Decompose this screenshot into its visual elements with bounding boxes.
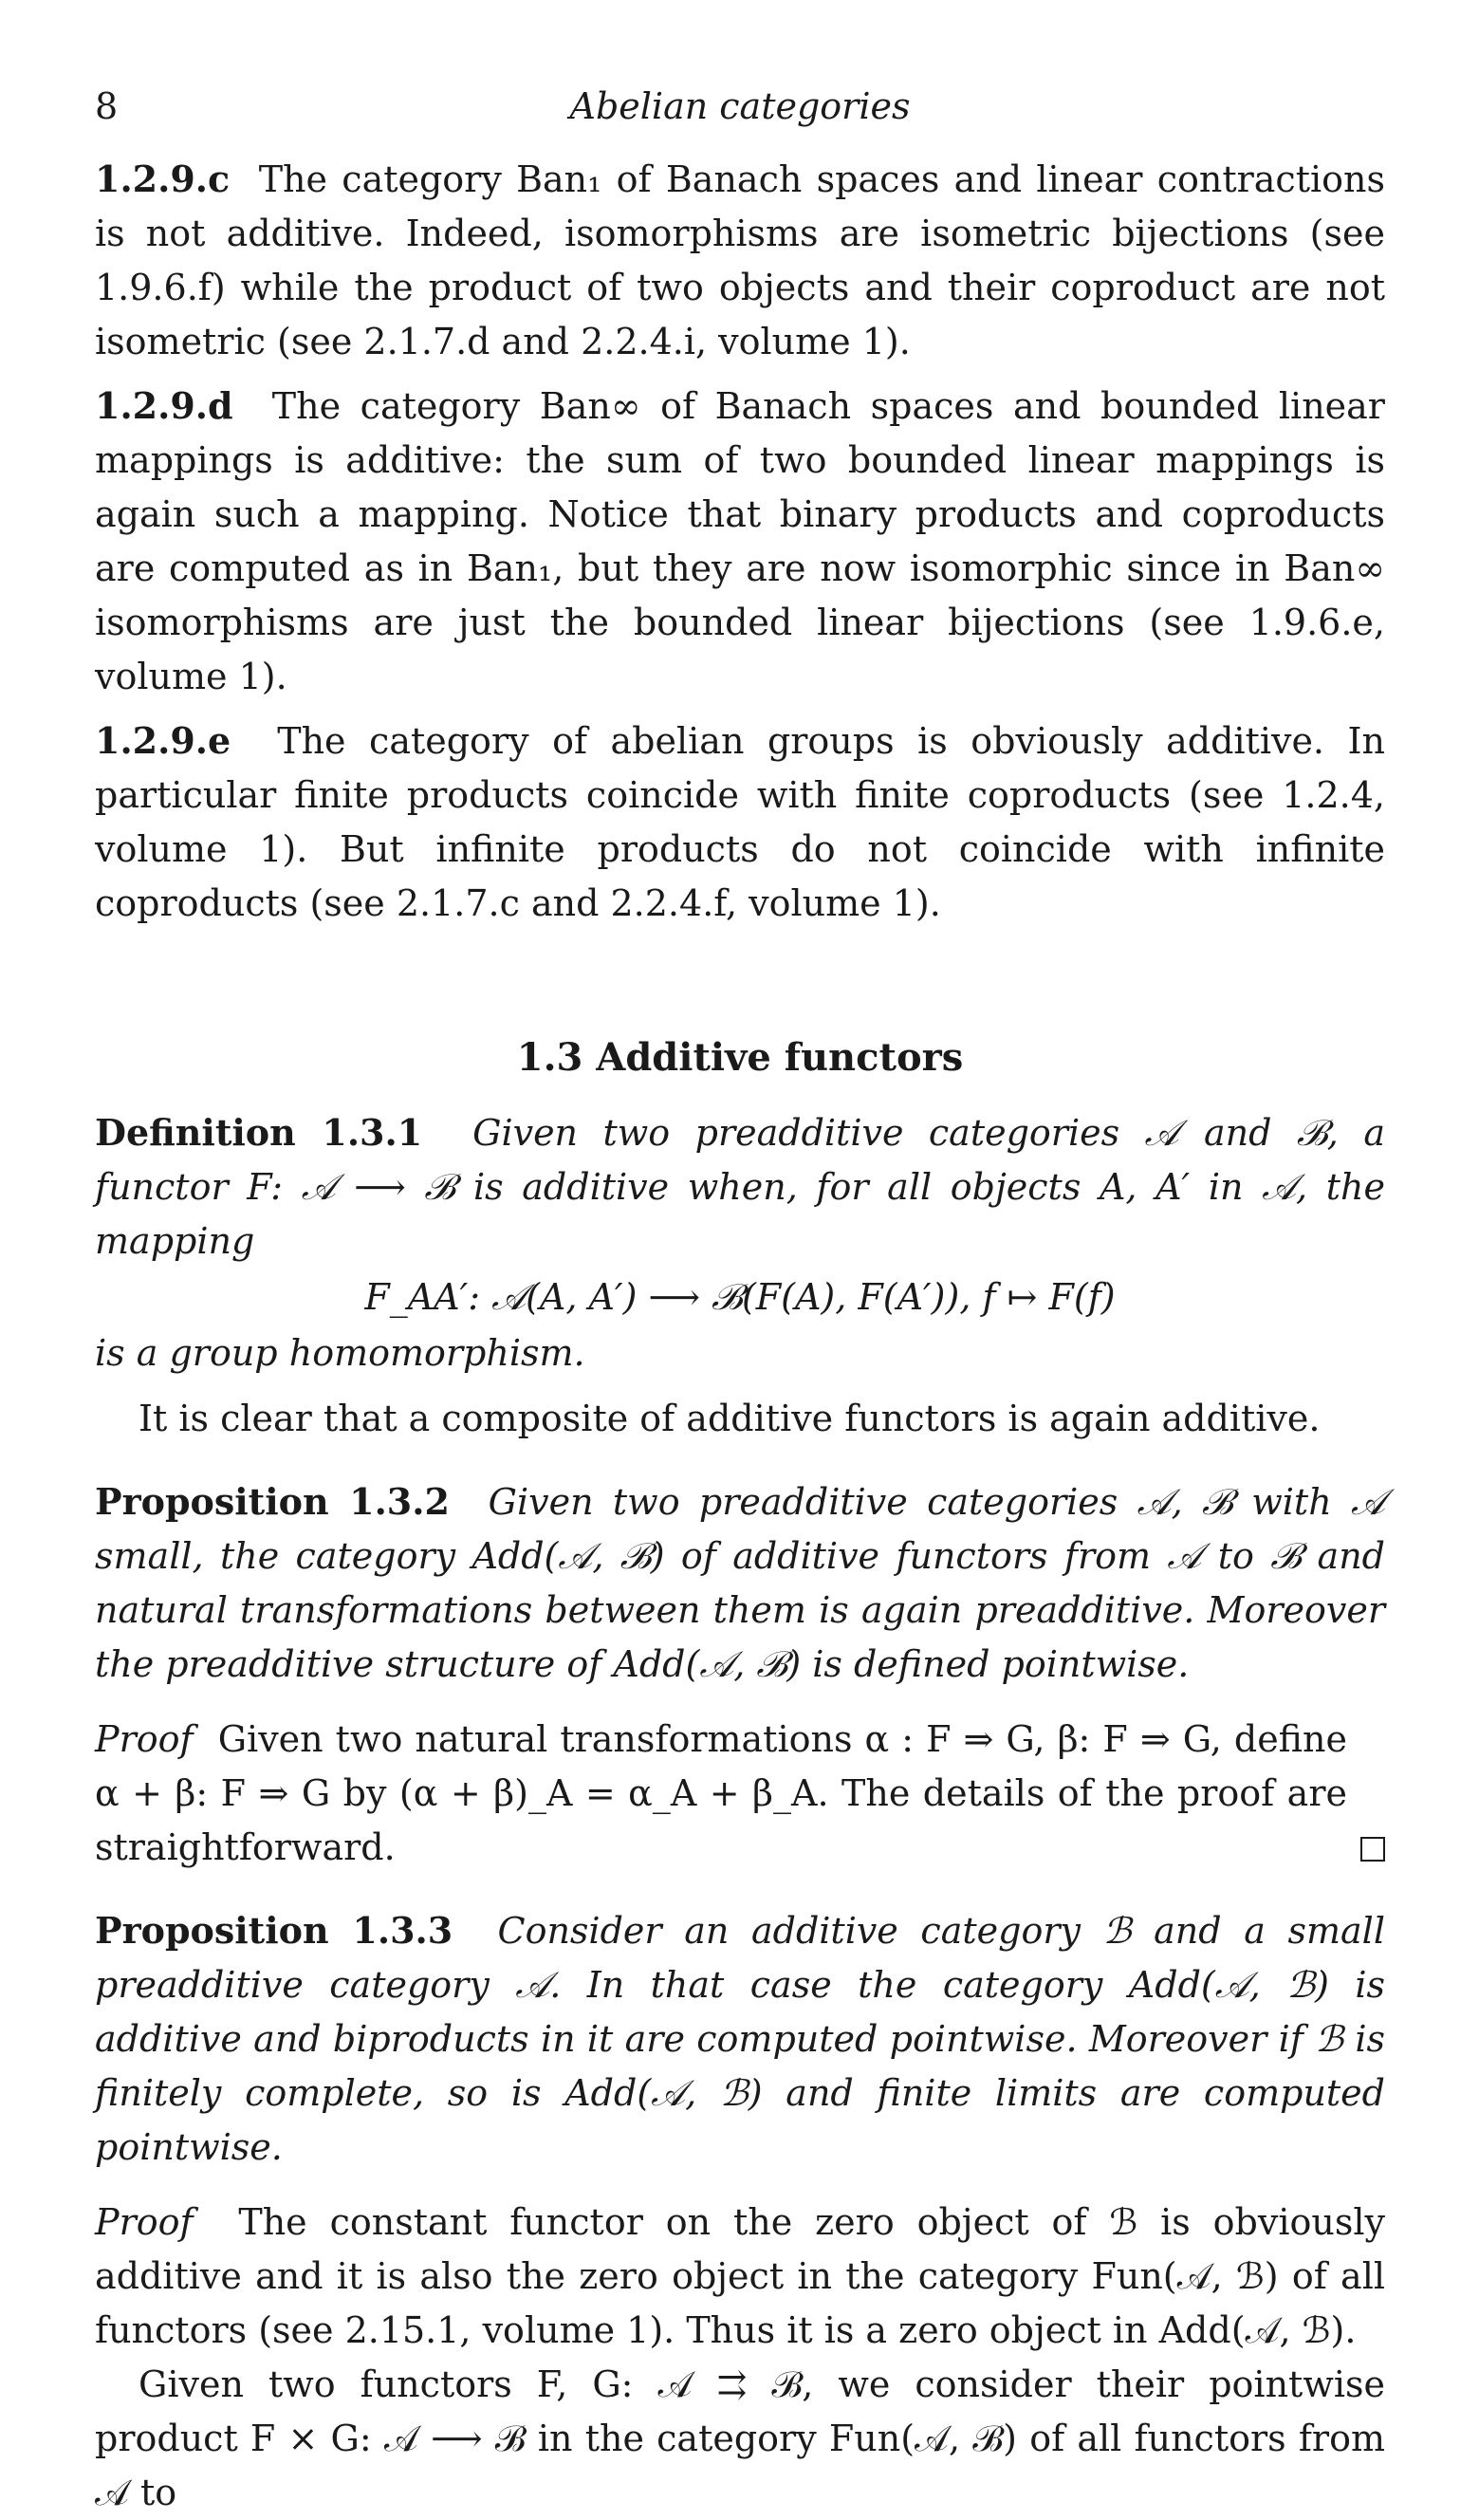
example-1-2-9-e: [95, 713, 1385, 931]
proposition-label: Proposition 1.3.2: [95, 1480, 450, 1523]
example-text: The category Ban₁ of Banach spaces and linear contractions is not additive. Indeed, isomorphisms are isometric bijections (see 1.9.6.f) while the product of two objects and their coproduct are not isometric (see 2.1.7.d and 2.2.4.i, volume 1).: [95, 158, 1385, 362]
proof-continuation: Given two functors F, G: 𝒜 ⇉ ℬ, we consider their pointwise product F × G: 𝒜 ⟶ ℬ in the category Fun(𝒜, ℬ) of all functors from 𝒜 to: [95, 2363, 1385, 2513]
proposition-label: Proposition 1.3.3: [95, 1909, 453, 1952]
proof-1-3-3: [95, 2196, 1385, 2358]
proposition-text: Given two preadditive categories 𝒜, ℬ with 𝒜 small, the category Add(𝒜, ℬ) of additive functors from 𝒜 to ℬ and natural transformations between them is again preadditive. Moreover the preadditive structure of Add(𝒜, ℬ) is defined pointwise.: [95, 1481, 1385, 1685]
proof-1-3-2: [95, 1713, 1385, 1875]
proposition-1-3-3: [95, 1903, 1385, 2175]
example-label: 1.2.9.d: [95, 384, 233, 427]
definition-tail: is a group homomorphism.: [95, 1332, 585, 1374]
definition-text: Given two preadditive categories 𝒜 and ℬ, a functor F: 𝒜 ⟶ ℬ is additive when, for all objects A, A′ in 𝒜, the mapping: [95, 1112, 1385, 1262]
proof-label: Proof: [95, 2201, 194, 2243]
proposition-1-3-2: [95, 1474, 1385, 1692]
proposition-text: Consider an additive category ℬ and a small preadditive category 𝒜. In that case the category Add(𝒜, ℬ) is additive and biproducts in it are computed pointwise. Moreover if ℬ is finitely complete, so is Add(𝒜, ℬ) and finite limits are computed pointwise.: [95, 1910, 1385, 2168]
qed-square-icon: [1360, 1837, 1385, 1862]
example-1-2-9-c: [95, 152, 1385, 369]
example-text: The category Ban∞ of Banach spaces and bounded linear mappings is additive: the sum of two bounded linear mappings is again such a mapping. Notice that binary products and coproducts are computed as in Ban₁, but they are now isomorphic since in Ban∞ isomorphisms are just the bounded linear bijections (see 1.9.6.e, volume 1).: [95, 385, 1385, 697]
section-title: 1.3 Additive functors: [516, 1035, 964, 1080]
example-text: The category of abelian groups is obviously additive. In particular finite products coincide with finite coproducts (see 1.2.4, volume 1). But infinite products do not coincide with infinite coproducts (see 2.1.7.c and 2.2.4.f, volume 1).: [95, 720, 1385, 924]
proof-text: The constant functor on the zero object of ℬ is obviously additive and it is also the zero object in the category Fun(𝒜, ℬ) of all functors (see 2.15.1, volume 1). Thus it is a zero object in Add(𝒜, ℬ).: [95, 2201, 1385, 2351]
example-label: 1.2.9.c: [95, 158, 231, 200]
example-1-2-9-d: [95, 379, 1385, 704]
proof-label: Proof: [95, 1718, 194, 1760]
definition-1-3-1: [95, 1105, 1385, 1269]
page: [95, 85, 1385, 2520]
page-number: 8: [95, 85, 119, 127]
definition-display-formula: F_AA′: 𝒜(A, A′) ⟶ ℬ(F(A), F(A′)), f ↦ F(f): [364, 1276, 1116, 1318]
running-head: [95, 85, 1385, 142]
running-title: Abelian categories: [569, 85, 911, 127]
remark-text: It is clear that a composite of additive functors is again additive.: [139, 1398, 1321, 1439]
definition-label: Definition 1.3.1: [95, 1111, 423, 1154]
example-label: 1.2.9.e: [95, 719, 231, 762]
proof-text: Given two natural transformations α : F ⇒ G, β: F ⇒ G, define α + β: F ⇒ G by (α + β)_A = α_A + β_A. The details of the proof are straightforward.: [95, 1718, 1347, 1868]
